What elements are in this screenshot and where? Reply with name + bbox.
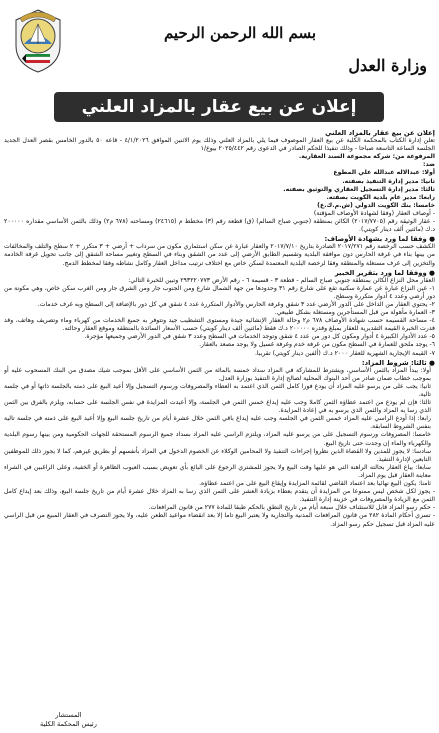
announcement-paragraph: - أوصاف العقار (وفقا لشهادة الأوصاف المؤقتة) <box>313 209 435 217</box>
announcement-paragraph: ● وفقا لما ورد بشهادة الأوصاف: <box>324 235 435 244</box>
ministry-name: وزارة العدل <box>348 56 427 75</box>
announcement-paragraph: سادسا: لا يجوز للمدين ولا القضاة الذين نظروا إجراءات التنفيذ ولا المحامين الوكلاء عن الخصوم الدخول في المزاد بأنفسهم أو بطريق غيرهم، كما لا يجوز ذلك للموظفين التابعين لإدارة التنفيذ. <box>4 447 431 463</box>
announcement-paragraph: ٣- العمارة مأهولة من قبل المستأجرين ومستغلة بشكل طبيعي. <box>274 309 435 317</box>
announcement-paragraph: ٤- مساحة القسيمة حسب شهادة الأوصاف ٦٧٨ م٢ وحالة العقار الإنشائية جيدة ومستوى التشطيب جيد وتتوفر به جميع الخدمات من كهرباء وماء وتصريف وهاتف، وقد قدرت الخبرة القيمة التقديرية للعقار بمبلغ وقدره ٢٠٠٠٠٠ د.ك فقط (مائتين ألف دينار كويتي) حسب الأسعار السائدة بالمنطقة وموقع العقار وحالته. <box>4 317 435 333</box>
announcement-paragraph: ● ثالثا: شروط المزاد: <box>361 358 435 367</box>
signature-title: المستشار <box>55 711 82 719</box>
announcement-body <box>4 128 435 728</box>
announcement-paragraph: - عقار الوثيقة رقم (٢٠١٧/٧٧٠٥) الكائن بمنطقة (جنوبي صباح السالم) (ق) قطعة رقم (٣) مخطط م (٢٤٦١٥) ومساحته (٦٧٨ م٢) وذلك بالثمن الأساسي مقداره ٢٠٠٠٠٠ د.ك (مائتين ألف دينار كويتي). <box>4 218 435 234</box>
announcement-paragraph: ٦- يوجد ملحق للعمارة في السطح مكون من غرفة خدم وغرفة غسيل ولا يوجد مصعد بالعقار. <box>199 341 435 349</box>
announcement-paragraph: ثانيا: مدير إدارة التنفيذ بصفته. <box>342 177 435 185</box>
announcement-paragraph: ● ووفقا لما ورد بتقرير الخبير <box>334 268 435 277</box>
announcement-paragraph: تعلن إدارة الكتاب بالمحكمة الكلية عن بيع العقار الموصوف فيما يلي بالمزاد العلني وذلك يوم الاثنين الموافق ٤/١/٢٠٢٦ - قاعة ٥٠ بالدور الخامس بقصر العدل الجديد الجلسة الساعة التاسعة صباحا - وذلك تنفيذا للحكم الصادر في الدعوى رقم ٢٠٢٥/٤٤٢ بيوع/١ <box>4 137 435 153</box>
announcement-paragraph: ثامنا: يكون البيع نهائيا بعد اعتماد القاضي لقائمة المزايدة وإيقاع البيع على من اعتمد عطاؤه. <box>199 480 431 488</box>
header <box>4 4 435 92</box>
announcement-paragraph: ثالثا: فإن لم يودع من اعتمد عطاؤه الثمن كاملا وجب عليه إيداع خمس الثمن في الجلسة، وإلا أعيدت المزايدة في نفس الجلسة على حسابه، ويلزم بالفرق بين الثمن الذي رسا به المزاد والثمن الذي يرسو به في إعادة المزايدة. <box>4 399 431 415</box>
announcement-paragraph: خامسا: بنك الكويت الدولي (ش.م.ك.ع) <box>317 201 435 209</box>
announcement-paragraph: العقار محل النزاع الكائن بمنطقة جنوبي صباح السالم - قطعة ٣ - قسيمة ٦ - رقم الأرض ٢٩٣٢٢٠٧٧٣ وتبين للخبرة التالي: <box>128 276 435 284</box>
announcement-paragraph: - تسري أحكام المادة ٢٨٢ من قانون المرافعات المدنية والتجارية ولا يعتبر البيع تاما إلا بعد انقضاء مواعيد الطعن عليه، ولا يجوز التصرف في العقار المبيع من قبل الراسي عليه المزاد قبل تسجيل حكم رسو المزاد. <box>4 512 435 528</box>
announcement-paragraph: ٥- عدد الأدوار الكبيرة ٤ أدوار ومكون كل دور من عدد ٤ شقق وتوجد الخدمات في السطح وعدد ٣ شقق في الدور الأرضي وجميعها مؤجرة. <box>84 333 435 341</box>
announcement-paragraph: ٢- يحتوي العقار من الداخل على الدور الأرضي عدد ٣ شقق وغرفة الحارس والأدوار المتكررة عدد ٤ شقق في كل دور بالإضافة إلى السطح وبه غرف خدمات. <box>37 300 435 308</box>
announcement-paragraph: أولا: عبدالاله عبدالله علي المطوع <box>333 169 435 177</box>
announcement-paragraph: خامسا: المصروفات ورسوم التسجيل على من يرسو عليه المزاد، ويلتزم الراسي عليه المزاد بسداد جميع الرسوم المستحقة للجهات الحكومية ومن بينها رسوم البلدية والكهرباء والماء إن وجدت حتى تاريخ البيع. <box>4 431 431 447</box>
announcement-paragraph: ثانيا: يجب على من يرسو عليه المزاد أن يودع فورا كامل الثمن الذي اعتمد به العطاء والمصروفات ورسوم التسجيل وإلا أعيد البيع على ذمته بالجلسة ذاتها أو في جلسة تالية. <box>4 382 431 398</box>
announcement-paragraph: ضد: <box>422 161 435 169</box>
announcement-paragraph: رابعا: مدير عام بلدية الكويت بصفته. <box>326 193 435 201</box>
auction-announcement <box>4 4 435 729</box>
announcement-paragraph: إعلان عن بيع عقار بالمزاد العلني <box>325 129 435 137</box>
announcement-paragraph: - حكم رسو المزاد قابل للاستئناف خلال سبعة أيام من تاريخ النطق بالحكم طبقا للمادة ٢٧٧ من قانون المرافعات. <box>148 504 435 512</box>
announcement-paragraph: المرفوعة من: شركة مجموعة السند العقارية. <box>298 153 435 161</box>
kuwait-emblem-icon <box>10 6 66 74</box>
basmala: بسم الله الرحمن الرحيم <box>163 24 317 42</box>
announcement-paragraph: رابعا: إذا أودع الراسي عليه المزاد خمس الثمن في الجلسة وجب عليه إيداع باقي الثمن خلال عشرة أيام من تاريخ جلسة البيع وإلا أعيد البيع على ذمته في جلسة تالية بنفس الشروط السابقة. <box>4 415 431 431</box>
signature-block <box>40 711 97 729</box>
announcement-paragraph: ثالثا: مدير إدارة التسجيل العقاري والتوثيق بصفته. <box>283 185 435 193</box>
announcement-paragraph: ٧- القيمة الإيجارية الشهرية للعقار ٢٠٠٠ د.ك (ألفين دينار كويتي) تقريبا. <box>254 349 435 357</box>
announcement-banner: إعلان عن بيع عقار بالمزاد العلني <box>54 92 384 122</box>
announcement-paragraph: الكشف حسب الرخصة رقم ٢٠١٧/٢٧١ الصادرة بتاريخ ٢٠١٧/٧/١٠ والعقار عبارة عن سكن استثماري مكون من سرداب + أرضي + ٣ متكرر + ٢ سطح والتلف والمخالفات من بينها بناء في غرفة الحارس دون موافقة البلدية وتقسيم الطابق الأرضي إلى عدد من الشقق وبناء في السطح وتغيير مساحة الشقق إلى جانب تحويل غرفة الخادمة والتخزين إلى غرف مستغلة والمنطقة وفقا لرخصة البلدية المعتمدة لسكن خاص مع اختلاف ترتيب مداخل العقار وكامل نشاطه وفقا لمخطط الدمج. <box>4 243 435 267</box>
signature-role: رئيس المحكمة الكلية <box>40 720 97 728</box>
announcement-paragraph: أولا: يبدأ المزاد بالثمن الأساسي، ويشترط للمشاركة في المزاد سداد خمسة بالمائة من الثمن الأساسي على الأقل بموجب شيك مصدق من البنك المسحوب عليه أو بموجب خطاب ضمان صادر من أحد البنوك المحلية لصالح إدارة التنفيذ بوزارة العدل. <box>4 366 431 382</box>
announcement-paragraph: - يجوز لكل شخص ليس ممنوعا من المزايدة أن يتقدم بعطاء بزيادة العشر على الثمن الذي رسا به المزاد خلال عشرة أيام من تاريخ جلسة البيع، وذلك بعد إيداع كامل الثمن مع الزيادة والمصروفات في خزينة إدارة التنفيذ. <box>4 488 435 504</box>
announcement-paragraph: سابعا: يباع العقار بحالته الراهنة التي هو عليها وقت البيع ولا يجوز للمشتري الرجوع على البائع بأي تعويض بسبب العيوب الظاهرة أو الخفية، وعلى الراغبين في الشراء معاينة العقار قبل يوم المزاد. <box>4 463 431 479</box>
announcement-paragraph: ١- عين النزاع عبارة عن عمارة سكنية تقع على شارع رقم ٣١ وحدودها من جهة الشمال شارع ومن الجنوب جار ومن الشرق جار ومن الغرب سكن خاص، وهي مكونة من دور أرضي وعدد ٤ أدوار متكررة وسطح. <box>4 284 435 300</box>
